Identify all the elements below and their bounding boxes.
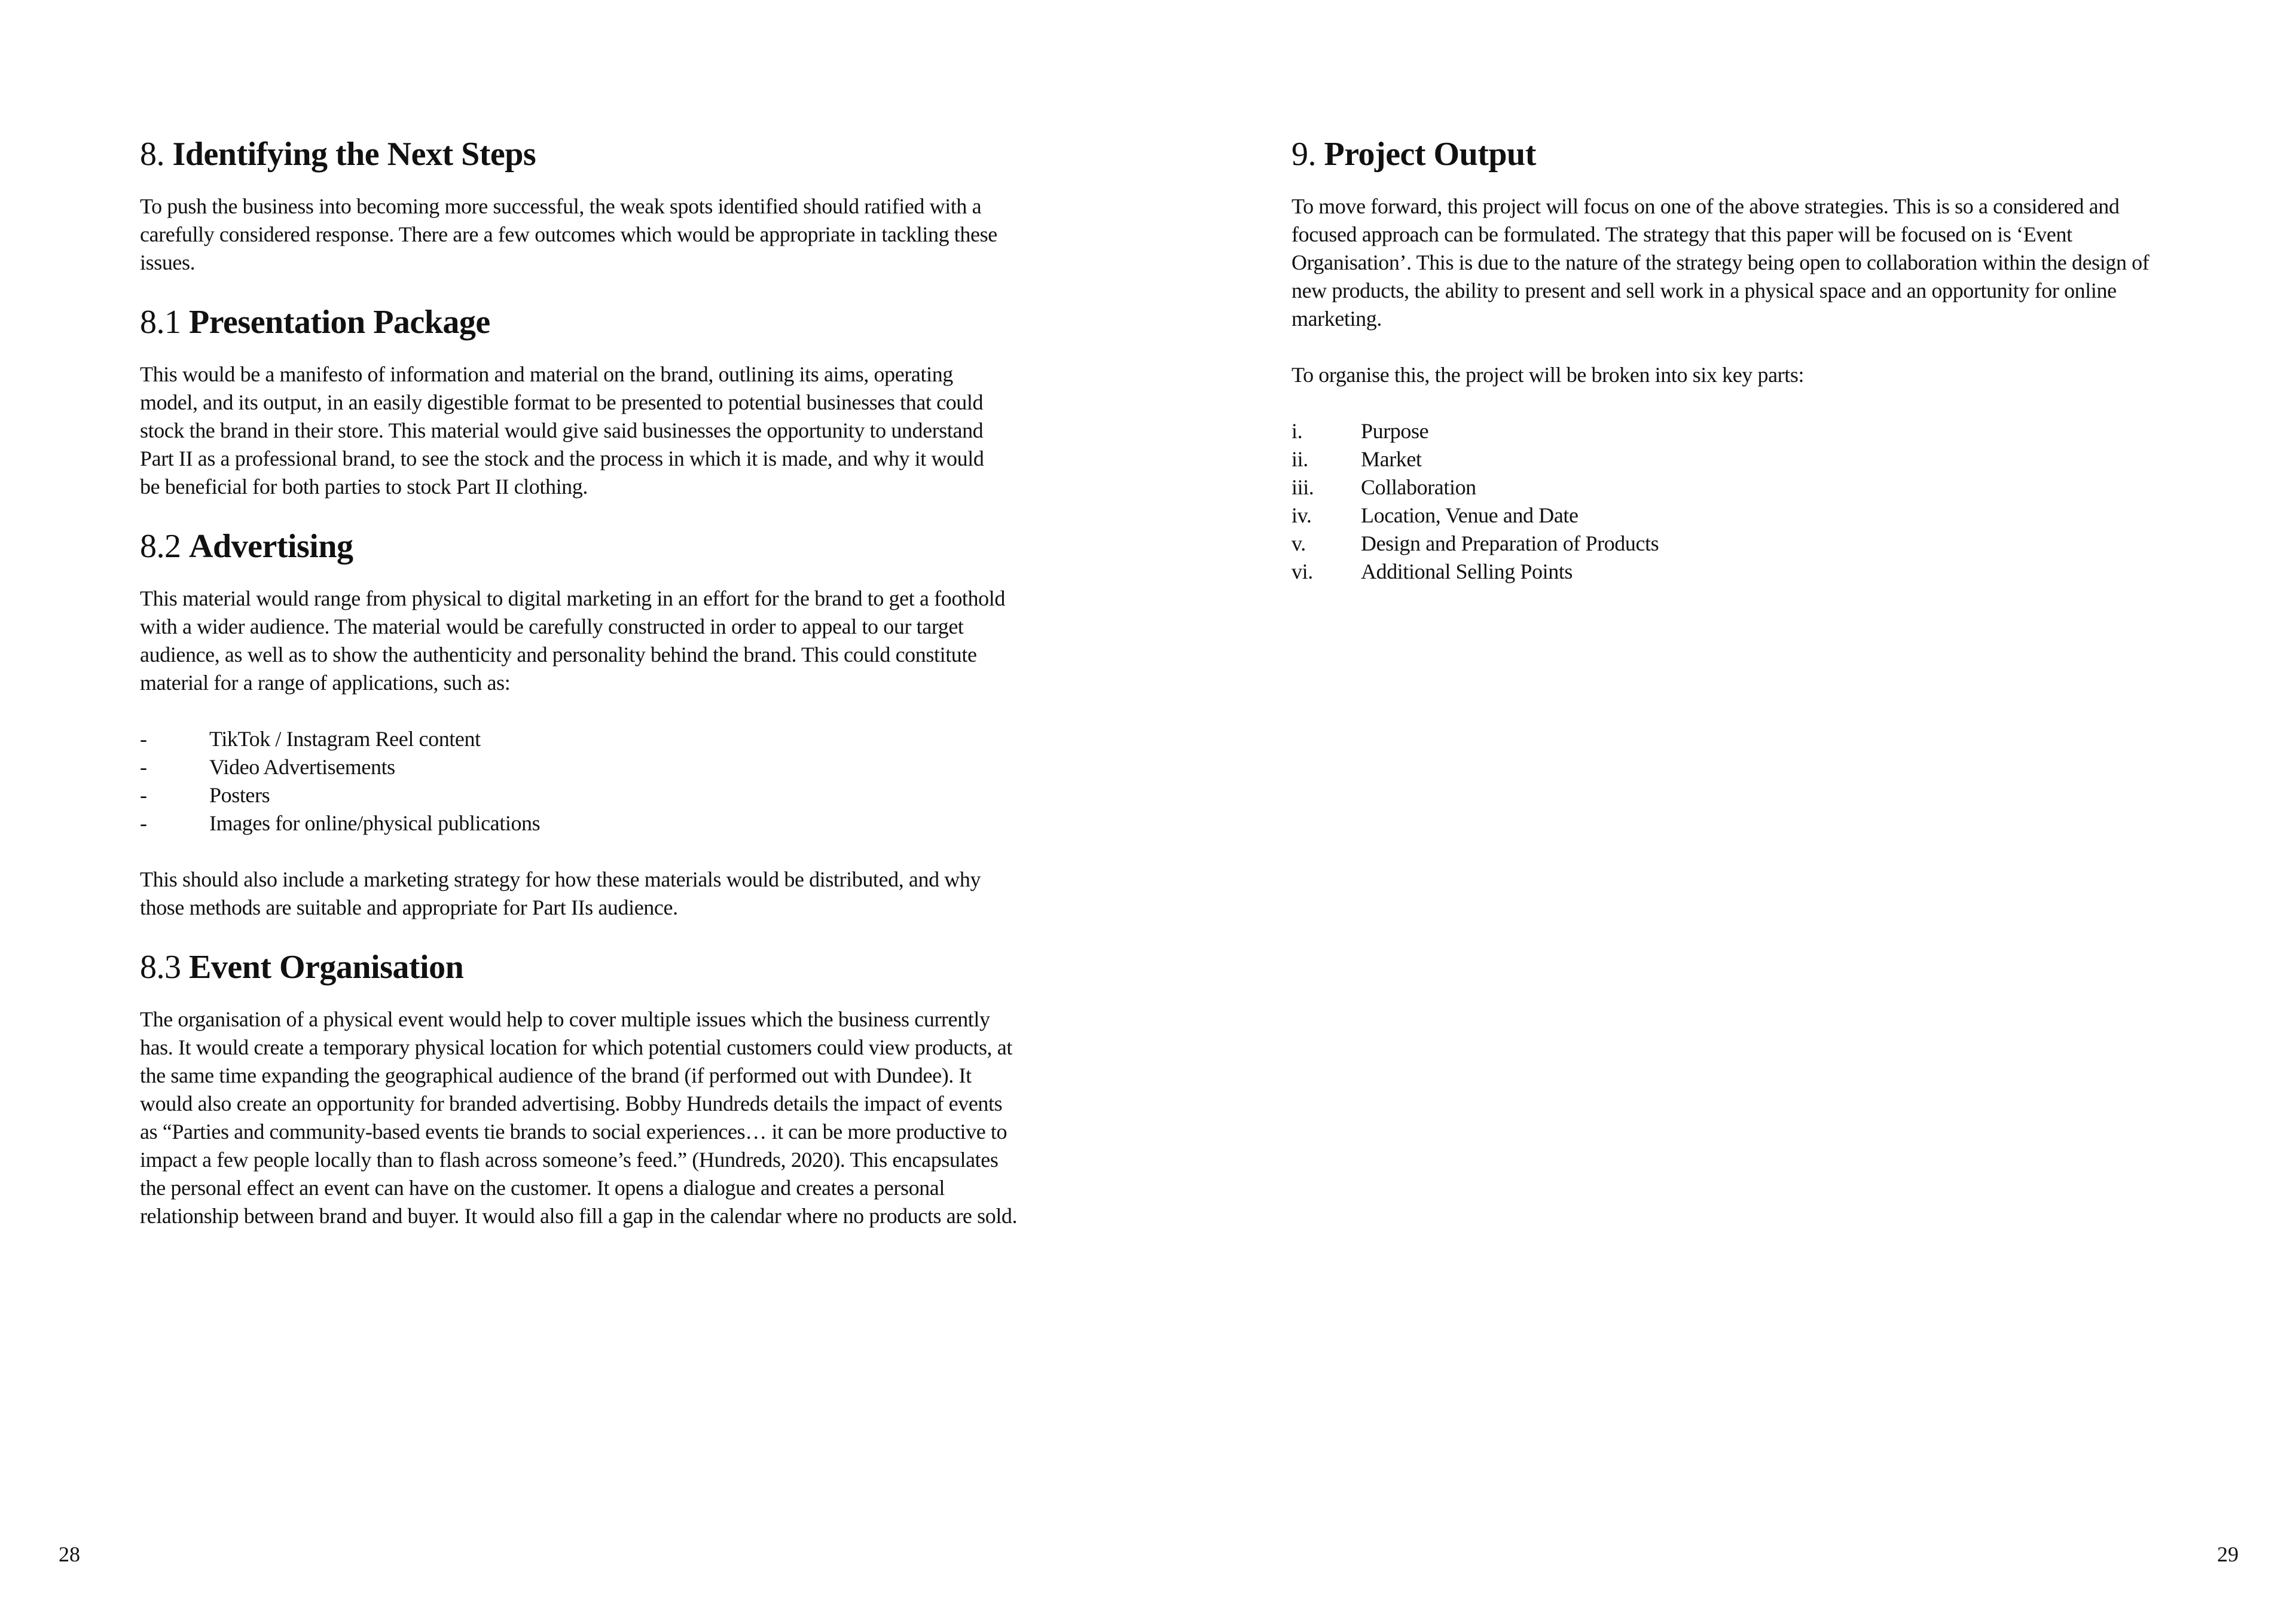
section-9-paragraph-1: To move forward, this project will focus on one of the above strategies. This is so a considered and focused approach can be formulated. The strategy that this paper will be focused on is ‘Event Organisation’. This is due to the nature of the strategy being open to collaboration within the design of new products, the ability to present and sell work in a physical space and an opportunity for online marketing. <box>1292 194 2150 331</box>
list-item-text: Design and Preparation of Products <box>1361 531 1659 555</box>
list-marker: - <box>140 783 147 807</box>
list-item-text: Location, Venue and Date <box>1361 503 1578 527</box>
list-item <box>1292 473 2182 502</box>
section-number: 8.3 <box>140 949 181 986</box>
section-8-2-intro: This material would range from physical to digital marketing in an effort for the brand to get a foothold with a wider audience. The material would be carefully constructed in order to appeal to our target audience, as well as to show the authenticity and personality behind the brand. This could constitute material for a range of applications, such as: <box>140 586 1005 695</box>
section-8-1-paragraph: This would be a manifesto of information and material on the brand, outlining its aims, operating model, and its output, in an easily digestible format to be presented to potential businesses that could stock the brand in their store. This material would give said businesses the opportunity to understand Part II as a professional brand, to see the stock and the process in which it is made, and why it would be beneficial for both parties to stock Part II clothing. <box>140 362 984 499</box>
section-title: Project Output <box>1324 136 1536 173</box>
section-heading-8-1 <box>140 301 1037 344</box>
list-item-text: Purpose <box>1361 419 1429 443</box>
list-item-text: Additional Selling Points <box>1361 560 1573 583</box>
list-marker: - <box>140 727 147 751</box>
list-item-text: Images for online/physical publications <box>209 811 541 835</box>
list-marker: ii. <box>1292 447 1308 471</box>
list-item <box>1292 558 2182 586</box>
section-title: Advertising <box>189 528 353 565</box>
section-heading-9 <box>1292 133 2182 176</box>
advertising-applications-list <box>140 725 1037 838</box>
section-title: Presentation Package <box>189 304 490 341</box>
list-item-text: Market <box>1361 447 1422 471</box>
list-item <box>140 809 1037 838</box>
list-marker: - <box>140 811 147 835</box>
section-title: Event Organisation <box>189 949 464 986</box>
list-item-text: TikTok / Instagram Reel content <box>209 727 481 751</box>
page-number-right: 29 <box>2217 1542 2239 1566</box>
list-item <box>140 781 1037 809</box>
section-title: Identifying the Next Steps <box>172 136 536 173</box>
section-heading-8-3 <box>140 946 1037 989</box>
list-marker: v. <box>1292 531 1306 555</box>
list-item <box>1292 530 2182 558</box>
list-marker: - <box>140 755 147 779</box>
list-item-text: Posters <box>209 783 270 807</box>
section-number: 8.1 <box>140 304 181 341</box>
list-item <box>1292 417 2182 445</box>
list-marker: vi. <box>1292 560 1313 583</box>
section-8-3-paragraph: The organisation of a physical event would help to cover multiple issues which the business currently has. It would create a temporary physical location for which potential customers could view products, at the same time expanding the geographical audience of the brand (if performed out with Dundee). It would also create an opportunity for branded advertising. Bobby Hundreds details the impact of events as “Parties and community-based events tie brands to social experiences… it can be more productive to impact a few people locally than to flash across someone’s feed.” (Hundreds, 2020). This encapsulates the personal effect an event can have on the customer. It opens a dialogue and creates a personal relationship between brand and buyer. It would also fill a gap in the calendar where no products are sold. <box>140 1007 1018 1228</box>
page-number-left: 28 <box>59 1542 80 1566</box>
section-number: 9. <box>1292 136 1316 173</box>
list-item <box>1292 445 2182 473</box>
list-marker: iv. <box>1292 503 1312 527</box>
section-heading-8-2 <box>140 525 1037 568</box>
list-item-text: Collaboration <box>1361 475 1476 499</box>
section-9-paragraph-2: To organise this, the project will be broken into six key parts: <box>1292 363 1805 387</box>
project-parts-list <box>1292 417 2182 586</box>
list-marker: iii. <box>1292 475 1314 499</box>
section-number: 8. <box>140 136 164 173</box>
section-heading-8 <box>140 133 1037 176</box>
list-item <box>1292 502 2182 530</box>
list-item <box>140 753 1037 781</box>
list-item-text: Video Advertisements <box>209 755 395 779</box>
list-item <box>140 725 1037 753</box>
left-column <box>140 133 1037 1230</box>
section-8-paragraph: To push the business into becoming more successful, the weak spots identified should ratified with a carefully considered response. There are a few outcomes which would be appropriate in tackling these issues. <box>140 194 997 274</box>
section-number: 8.2 <box>140 528 181 565</box>
right-page <box>1148 0 2296 1623</box>
right-column <box>1292 133 2182 586</box>
list-marker: i. <box>1292 419 1303 443</box>
section-8-2-outro: This should also include a marketing strategy for how these materials would be distributed, and why those methods are suitable and appropriate for Part IIs audience. <box>140 867 981 919</box>
